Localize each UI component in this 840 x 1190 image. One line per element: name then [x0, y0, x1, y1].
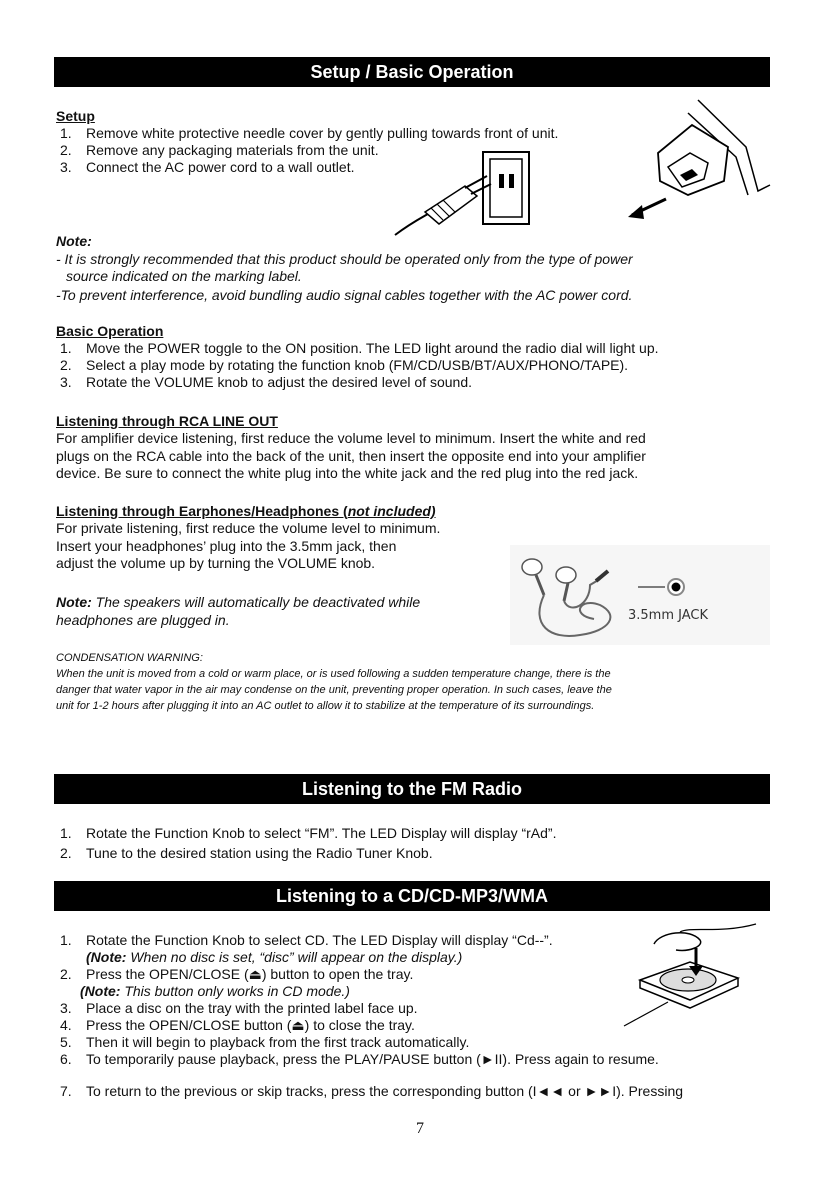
setup-step: 3. Connect the AC power cord to a wall outlet. [60, 159, 355, 175]
fm-step: 1. Rotate the Function Knob to select “FM”. The LED Display will display “rAd”. [60, 825, 557, 841]
fm-steps [56, 825, 756, 862]
power-plug-illustration [395, 150, 535, 240]
setup-step: 1. Remove white protective needle cover by gently pulling towards front of unit. [60, 125, 559, 141]
earphones-note: Note: The speakers will automatically be deactivated while [56, 594, 421, 610]
condensation-line: unit for 1-2 hours after plugging it into an AC outlet to allow it to stabilize at the temperature of its surroundings. [56, 700, 595, 712]
fm-step: 2. Tune to the desired station using the Radio Tuner Knob. [60, 845, 433, 861]
condensation-title: CONDENSATION WARNING: [56, 652, 203, 664]
earphones-line: Insert your headphones’ plug into the 3.5mm jack, then [56, 537, 397, 554]
basic-operation-heading: Basic Operation [56, 323, 164, 339]
needle-cover-illustration [628, 95, 773, 225]
condensation-line: When the unit is moved from a cold or warm place, or is used following a sudden temperature change, there is the [56, 668, 611, 680]
setup-heading: Setup [56, 108, 95, 124]
earphones-heading: Listening through Earphones/Headphones (not included) [56, 503, 436, 519]
condensation-text [56, 666, 776, 714]
page-number: 7 [416, 1120, 424, 1137]
rca-line: plugs on the RCA cable into the back of the unit, then insert the opposite end into your amplifier [56, 447, 646, 464]
rca-line: device. Be sure to connect the white plug into the white jack and the red plug into the red jack. [56, 465, 639, 481]
setup-note-line: source indicated on the marking label. [66, 268, 302, 284]
rca-text [56, 430, 646, 483]
cd-step: 3. Place a disc on the tray with the printed label face up. [60, 1000, 418, 1016]
basic-operation-steps [56, 340, 756, 391]
cd-step: 7. To return to the previous or skip tracks, press the corresponding button (I◄◄ or ►►I). Pressing [60, 1083, 684, 1099]
basic-step: 2. Select a play mode by rotating the function knob (FM/CD/USB/BT/AUX/PHONO/TAPE). [60, 357, 629, 373]
cd-step-note: (Note: When no disc is set, “disc” will appear on the display.) [86, 949, 463, 965]
section-bar-setup: Setup / Basic Operation [54, 57, 770, 87]
earphones-text [56, 520, 440, 573]
setup-note-line: -To prevent interference, avoid bundling audio signal cables together with the AC power cord. [56, 287, 633, 303]
setup-step: 2. Remove any packaging materials from the unit. [60, 142, 379, 158]
section-bar-cd: Listening to a CD/CD-MP3/WMA [54, 881, 770, 911]
cd-step-note: (Note: This button only works in CD mode.) [80, 983, 350, 999]
cd-step: 1. Rotate the Function Knob to select CD. The LED Display will display “Cd--”. [60, 932, 553, 948]
earphones-illustration [510, 545, 770, 645]
cd-step: 6. To temporarily pause playback, press the PLAY/PAUSE button (►II). Press again to resume. [60, 1051, 659, 1067]
earphones-line: adjust the volume up by turning the VOLUME knob. [56, 555, 376, 571]
rca-line: For amplifier device listening, first reduce the volume level to minimum. Insert the white and red [56, 430, 646, 446]
setup-note-label: Note: [56, 233, 92, 249]
basic-step: 1. Move the POWER toggle to the ON position. The LED light around the radio dial will light up. [60, 340, 659, 356]
section-bar-fm-radio: Listening to the FM Radio [54, 774, 770, 804]
basic-step: 3. Rotate the VOLUME knob to adjust the desired level of sound. [60, 374, 473, 390]
setup-note-line: - It is strongly recommended that this product should be operated only from the type of power [56, 251, 633, 267]
earphones-note-line: headphones are plugged in. [56, 612, 230, 628]
cd-tray-illustration [620, 922, 760, 1032]
cd-step: 2. Press the OPEN/CLOSE (⏏) button to open the tray. [60, 966, 414, 982]
cd-step: 4. Press the OPEN/CLOSE button (⏏) to close the tray. [60, 1017, 415, 1033]
rca-heading: Listening through RCA LINE OUT [56, 413, 278, 429]
cd-step: 5. Then it will begin to playback from the first track automatically. [60, 1034, 470, 1050]
earphones-line: For private listening, first reduce the volume level to minimum. [56, 520, 441, 536]
jack-label: 3.5mm JACK [628, 608, 709, 623]
condensation-line: danger that water vapor in the air may condense on the unit, preventing proper operation. In such cases, leave the [56, 684, 612, 696]
setup-steps [56, 125, 676, 176]
